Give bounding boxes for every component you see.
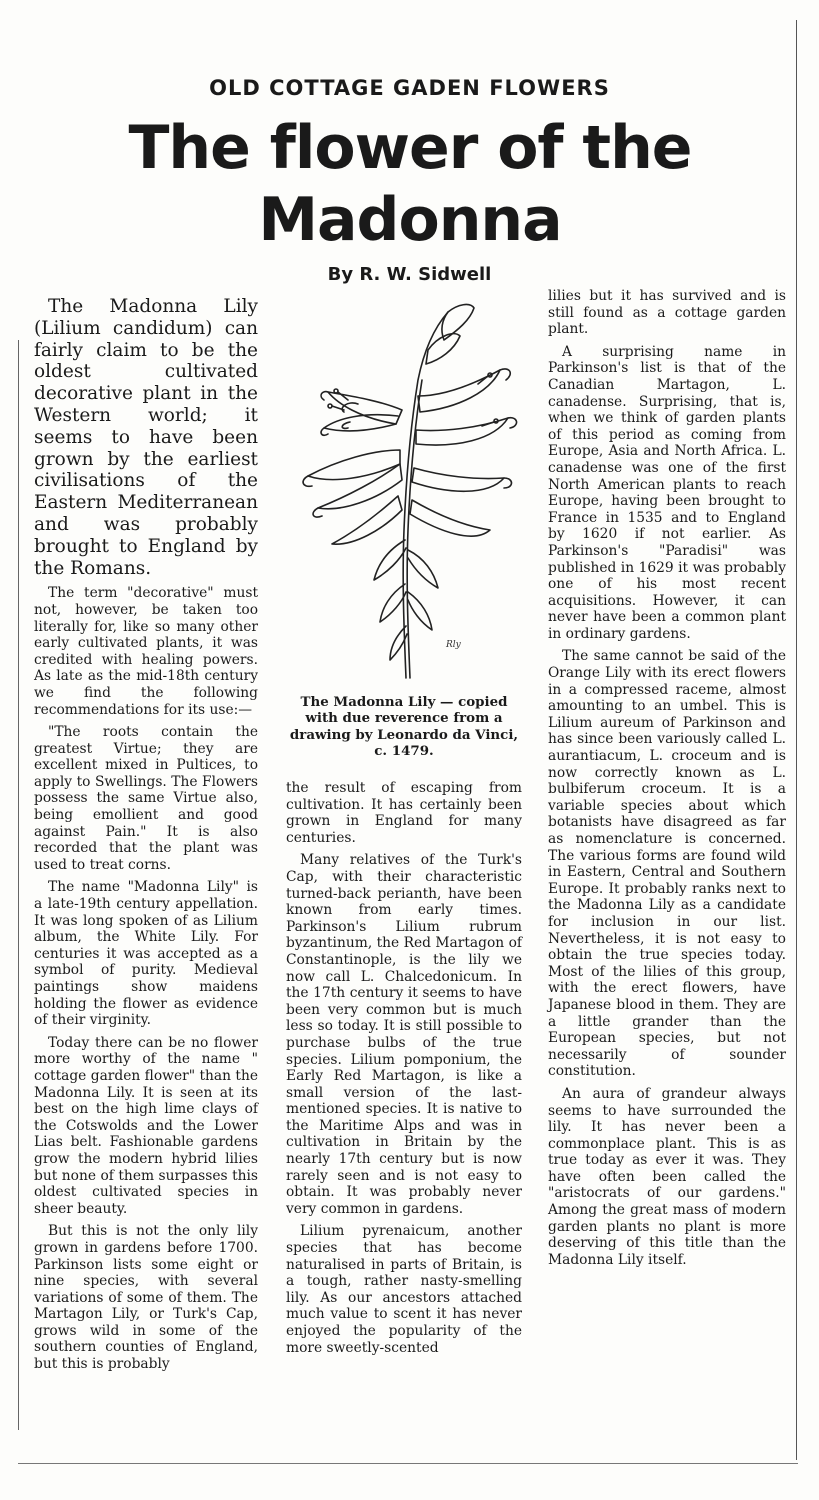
clipping-edge-bottom xyxy=(18,1463,798,1464)
paragraph: Lilium pyrenaicum, another species that has become naturalised in parts of Britain, is a tough, rather nasty-smelling lily. As our ancestors attached much value to scent it has never enjoyed the popularity of the more sweetly-scented xyxy=(286,1223,522,1356)
headline: The flower of the Madonna xyxy=(128,113,692,255)
column-rule-left xyxy=(18,340,19,1430)
lead-paragraph: The Madonna Lily (Lilium candidum) can fairly claim to be the oldest cultivated decorative plant in the Western world; it seems to have been grown by the earliest civilisations of the Eastern Mediterranean and was probably brought to England by the Romans. xyxy=(34,296,258,579)
paragraph: Today there can be no flower more worthy of the name " cottage garden flower" than the Madonna Lily. It is seen at its best on the high lime clays of the Cotswolds and the Lower Lias belt. Fashionable gardens grow the modern hybrid lilies but none of them surpasses this oldest cultivated species in sheer beauty. xyxy=(34,1034,258,1217)
article-column-3 xyxy=(548,288,786,1274)
section-kicker: OLD COTTAGE GADEN FLOWERS xyxy=(209,76,610,100)
paragraph: But this is not the only lily grown in gardens before 1700. Parkinson lists some eight or nine species, with several variations of some of them. The Martagon Lily, or Turk's Cap, grows wild in some of the southern counties of England, but this is probably xyxy=(34,1223,258,1373)
article-column-2 xyxy=(286,780,522,1362)
paragraph: The same cannot be said of the Orange Lily with its erect flowers in a compressed raceme, almost amounting to an umbel. This is Lilium aureum of Parkinson and has since been variously called L. aurantiacum, L. croceum and is now correctly known as L. bulbiferum croceum. It is a variable species about which botanists have disagreed as far as nomenclature is concerned. The various forms are found wild in Eastern, Central and Southern Europe. It probably ranks next to the Madonna Lily as a candidate for inclusion in our list. Nevertheless, it is not easy to obtain the true species today. Most of the lilies of this group, with the erect flowers, have Japanese blood in them. They are a little grander than the European species, but not necessarily of sounder constitution. xyxy=(548,648,786,1080)
madonna-lily-illustration xyxy=(278,300,528,692)
paragraph: the result of escaping from cultivation. It has certainly been grown in England for many centuries. xyxy=(286,780,522,846)
paragraph: Many relatives of the Turk's Cap, with their characteristic turned-back perianth, have been known from early times. Parkinson's Lilium rubrum byzantinum, the Red Martagon of Constantinople, is the lily we now call L. Chalcedonicum. In the 17th century it seems to have been very common but is much less so today. It is still possible to purchase bulbs of the true species. Lilium pomponium, the Early Red Martagon, is like a small version of the last-mentioned species. It is native to the Maritime Alps and was in cultivation in Britain by the nearly 17th century but is now rarely seen and is not easy to obtain. It was probably never very common in gardens. xyxy=(286,852,522,1217)
article-column-1 xyxy=(34,296,258,1379)
byline: By R. W. Sidwell xyxy=(327,264,492,285)
paragraph: The name "Madonna Lily" is a late-19th century appellation. It was long spoken of as Lilium album, the White Lily. For centuries it was accepted as a symbol of purity. Medieval paintings show maidens holding the flower as evidence of their virginity. xyxy=(34,879,258,1029)
figure-caption: The Madonna Lily — copied with due reverence from a drawing by Leonardo da Vinci, c. 1479. xyxy=(289,694,519,760)
paragraph: An aura of grandeur always seems to have surrounded the lily. It has never been a commonplace plant. This is as true today as ever it was. They have often been called the "aristocrats of our gardens." Among the great mass of modern garden plants no plant is more deserving of this title than the Madonna Lily itself. xyxy=(548,1085,786,1268)
lily-drawing-icon xyxy=(278,300,528,692)
paragraph: A surprising name in Parkinson's list is that of the Canadian Martagon, L. canadense. Surprising, that is, when we think of garden plants of this period as coming from Europe, Asia and North Africa. L. canadense was one of the first North American plants to reach Europe, having been brought to France in 1535 and to England by 1620 if not earlier. As Parkinson's "Paradisi" was published in 1629 it was probably one of his most recent acquisitions. However, it can never have been a common plant in ordinary gardens. xyxy=(548,343,786,642)
clipping-edge-right xyxy=(796,20,797,1460)
paragraph: "The roots contain the greatest Virtue; they are excellent mixed in Pultices, to apply to Swellings. The Flowers possess the same Virtue also, being emollient and good against Pain." It is also recorded that the plant was used to treat corns. xyxy=(34,724,258,873)
paragraph: The term "decorative" must not, however, be taken too literally for, like so many other early cultivated plants, it was credited with healing powers. As late as the mid-18th century we find the following recommendations for its use:— xyxy=(34,585,258,718)
artist-signature: Rly xyxy=(446,640,461,650)
paragraph: lilies but it has survived and is still found as a cottage garden plant. xyxy=(548,288,786,338)
